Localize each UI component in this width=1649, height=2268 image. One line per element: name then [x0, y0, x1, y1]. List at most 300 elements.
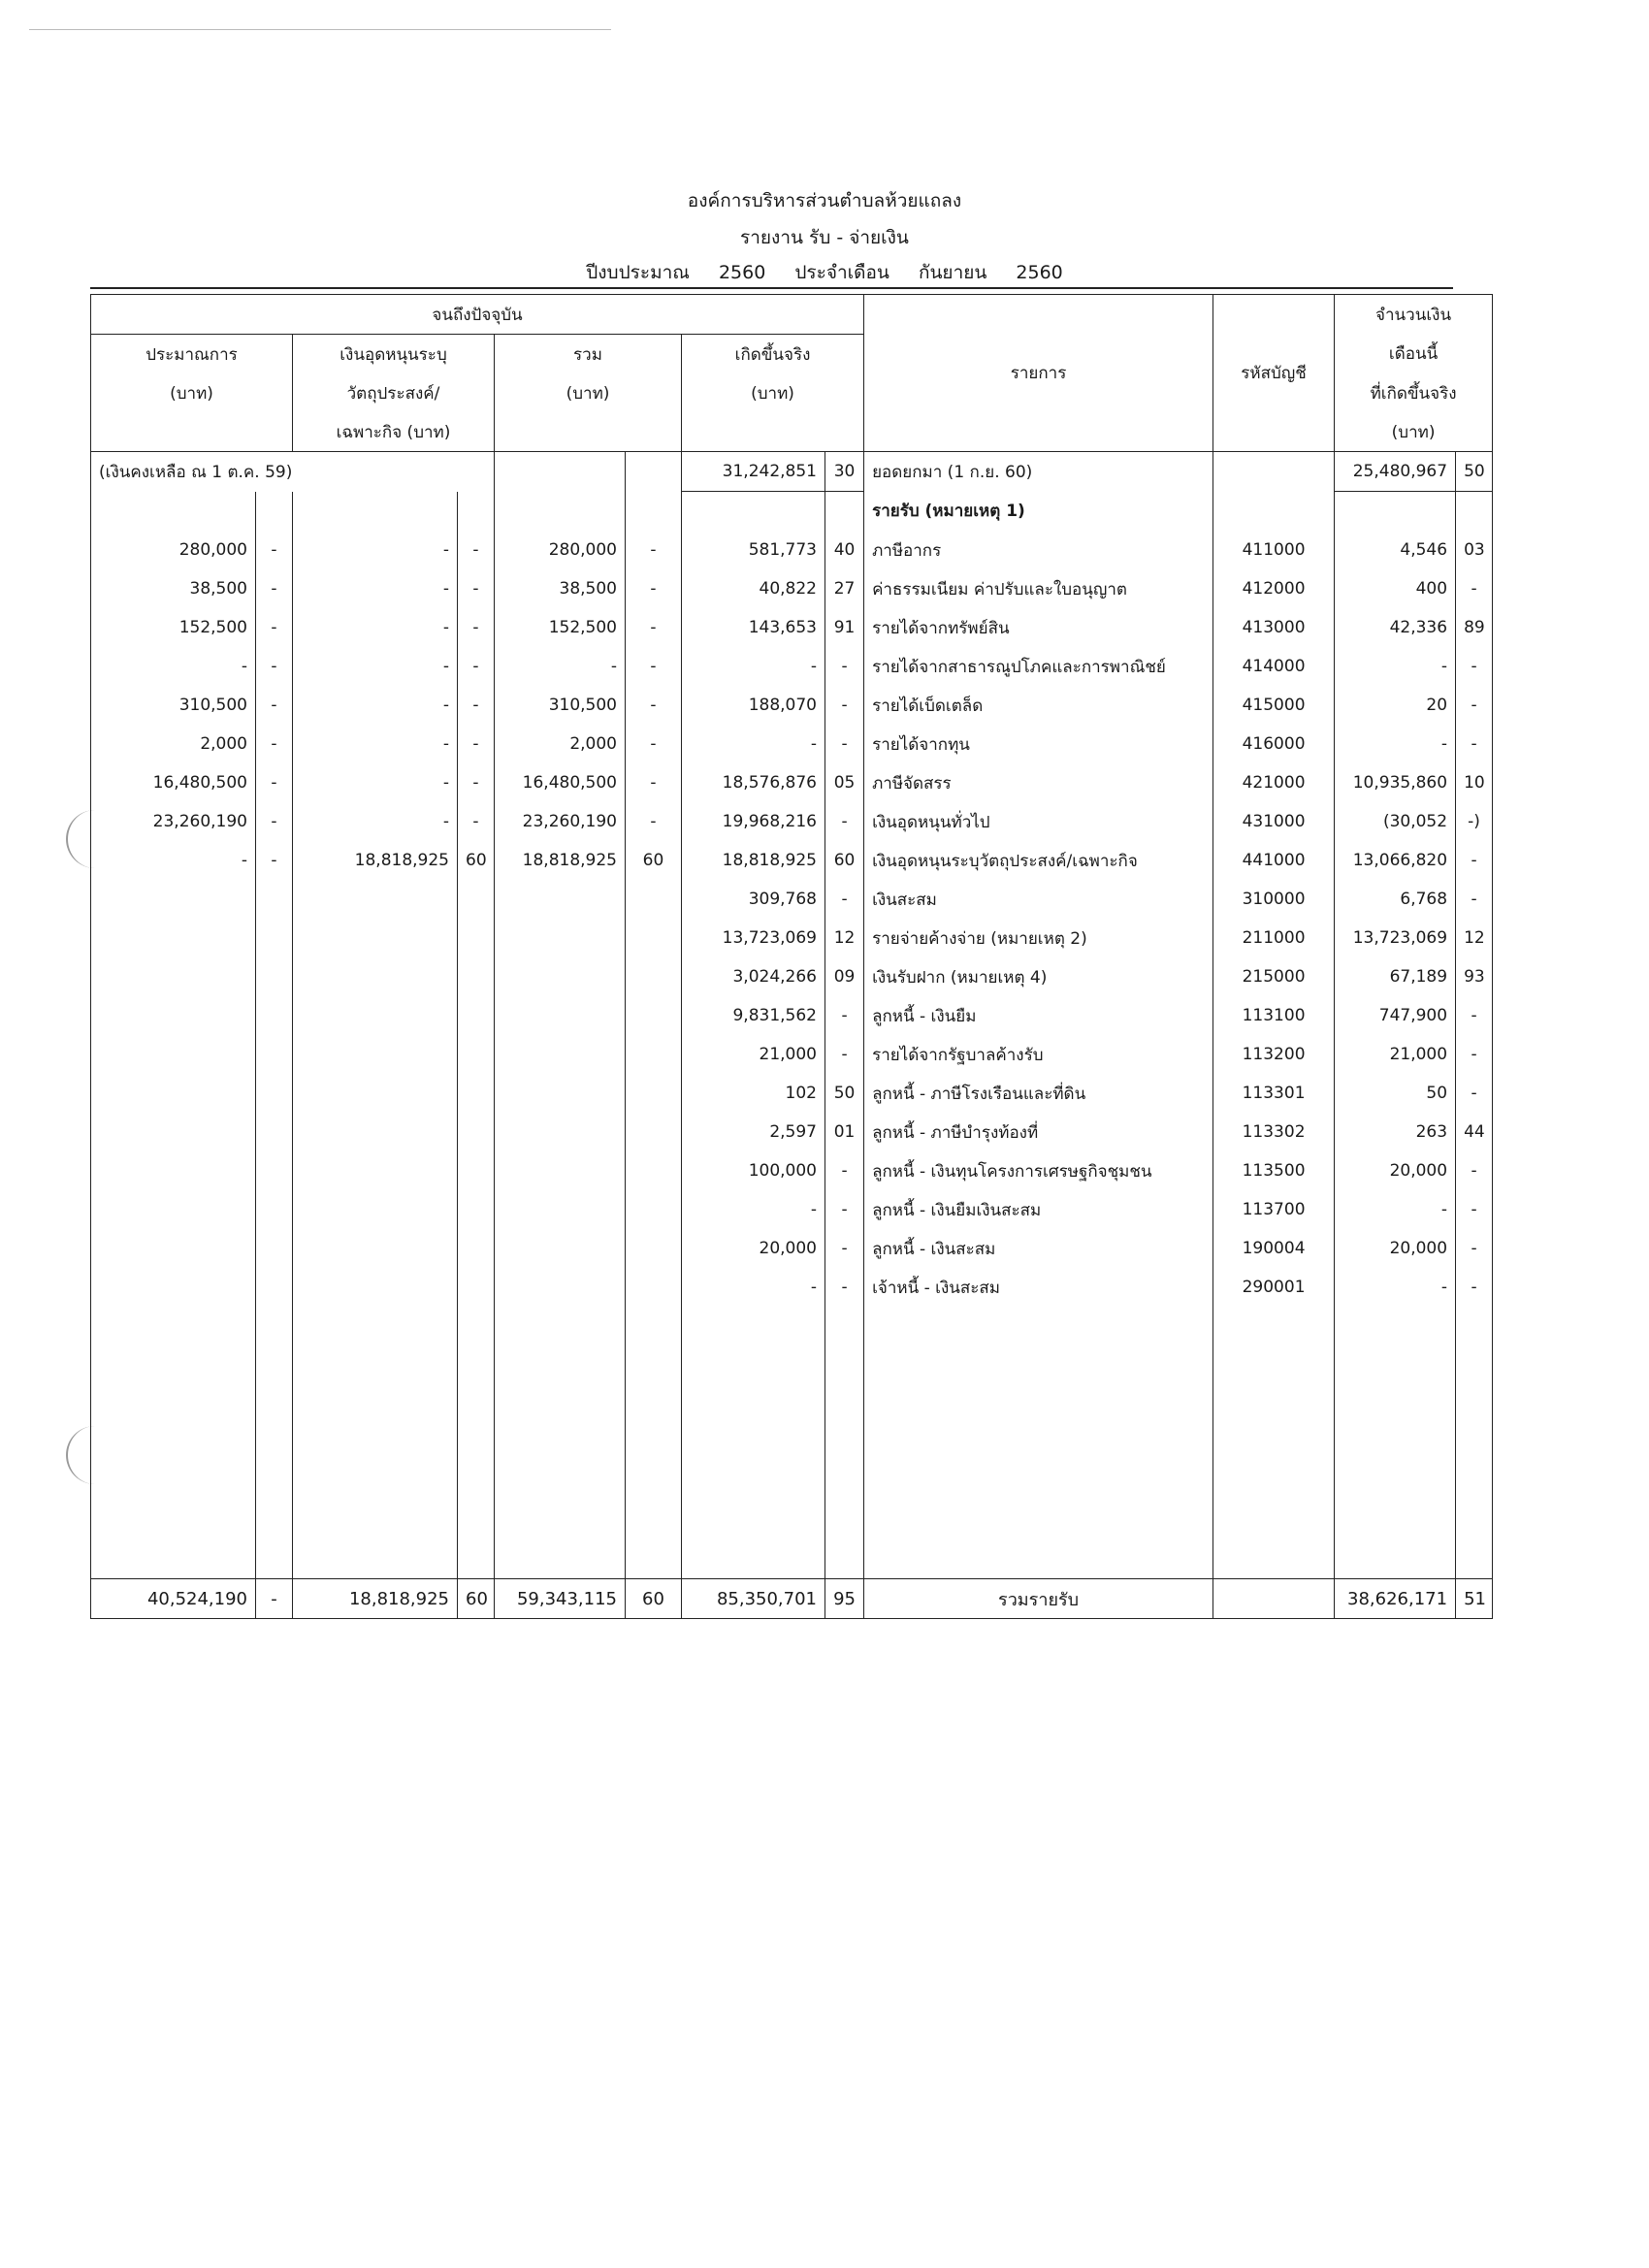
row-total: 16,480,500	[495, 763, 626, 802]
total-month: 38,626,171	[1335, 1579, 1456, 1619]
row-account-code: 416000	[1213, 725, 1335, 763]
table-row	[91, 919, 1493, 957]
row-account-code: 215000	[1213, 957, 1335, 996]
report-title: รายงาน รับ - จ่ายเงิน	[740, 227, 909, 248]
row-month-amount: -	[1440, 1200, 1448, 1219]
row-month-amount: 747,900	[1378, 1006, 1448, 1025]
row-actual: -	[682, 1268, 825, 1307]
row-grant: 18,818,925	[293, 841, 458, 880]
row-actual: 3,024,266	[682, 957, 825, 996]
row-month-satang: -	[1456, 686, 1493, 725]
row-month-satang: -	[1456, 841, 1493, 880]
row-total: 310,500	[495, 686, 626, 725]
row-item: ลูกหนี้ - ภาษีบำรุงท้องที่	[864, 1113, 1213, 1151]
row-total-satang: -	[626, 608, 682, 647]
table-row	[91, 1113, 1493, 1151]
row-grant	[293, 880, 458, 919]
blank-row	[91, 1384, 1493, 1423]
row-month-amount: 20	[1426, 696, 1448, 715]
header-estimate-unit: (บาท)	[91, 373, 293, 412]
row-estimate-satang: -	[256, 686, 293, 725]
row-account-code: 421000	[1213, 763, 1335, 802]
row-month-amount: 67,189	[1389, 967, 1448, 987]
row-month-satang: -	[1456, 1035, 1493, 1074]
header-month-amount-3: ที่เกิดขึ้นจริง	[1335, 373, 1493, 412]
row-item: ลูกหนี้ - เงินสะสม	[864, 1229, 1213, 1268]
row-estimate	[91, 1113, 256, 1151]
row-estimate	[91, 1190, 256, 1229]
row-estimate: -	[91, 841, 256, 880]
row-actual: 9,831,562	[682, 996, 825, 1035]
row-grant-satang: -	[458, 608, 495, 647]
total-grant-satang: 60	[458, 1579, 495, 1619]
row-total-satang	[626, 1190, 682, 1229]
table-row	[91, 996, 1493, 1035]
row-actual: 102	[682, 1074, 825, 1113]
row-estimate: 38,500	[91, 569, 256, 608]
row-total	[495, 1035, 626, 1074]
row-total-satang	[626, 1035, 682, 1074]
row-estimate	[91, 1229, 256, 1268]
row-estimate-satang	[256, 1113, 293, 1151]
row-month-amount: 10,935,860	[1352, 773, 1448, 793]
row-total-satang: -	[626, 725, 682, 763]
blank-row	[91, 1423, 1493, 1462]
header-estimate: ประมาณการ	[91, 335, 293, 374]
blank-row	[91, 1307, 1493, 1345]
blank-row	[91, 1462, 1493, 1501]
row-grant	[293, 1113, 458, 1151]
row-estimate	[91, 957, 256, 996]
month-year: 2560	[1016, 262, 1063, 283]
row-grant-satang: -	[458, 647, 495, 686]
row-grant-satang	[458, 1190, 495, 1229]
table-row	[91, 1190, 1493, 1229]
row-month-satang: -	[1456, 996, 1493, 1035]
row-grant: -	[293, 802, 458, 841]
row-month-amount: 20,000	[1389, 1161, 1448, 1181]
row-actual-satang: 50	[825, 1074, 864, 1113]
row-grant-satang	[458, 1151, 495, 1190]
row-account-code: 413000	[1213, 608, 1335, 647]
table-row	[91, 647, 1493, 686]
row-total: 18,818,925	[495, 841, 626, 880]
header-account: รหัสบัญชี	[1213, 295, 1335, 452]
opening-month-satang: 50	[1456, 452, 1493, 492]
row-estimate-satang	[256, 1268, 293, 1307]
row-actual-satang: -	[825, 1190, 864, 1229]
row-total-satang	[626, 1151, 682, 1190]
row-estimate-satang: -	[256, 569, 293, 608]
row-account-code: 414000	[1213, 647, 1335, 686]
row-item: เงินสะสม	[864, 880, 1213, 919]
row-actual: -	[682, 1190, 825, 1229]
row-actual: 100,000	[682, 1151, 825, 1190]
row-actual-satang: -	[825, 1151, 864, 1190]
row-actual: 18,818,925	[682, 841, 825, 880]
row-item: ภาษีอากร	[864, 531, 1213, 569]
row-estimate-satang	[256, 957, 293, 996]
row-item: รายได้จากทุน	[864, 725, 1213, 763]
row-month-amount: 13,723,069	[1352, 928, 1448, 948]
row-account-code: 190004	[1213, 1229, 1335, 1268]
total-month-satang: 51	[1456, 1579, 1493, 1619]
table-row	[91, 841, 1493, 880]
row-total: 280,000	[495, 531, 626, 569]
table-row	[91, 1229, 1493, 1268]
opening-label: (เงินคงเหลือ ณ 1 ต.ค. 59)	[91, 452, 495, 492]
row-grant	[293, 919, 458, 957]
row-month-amount: (30,052	[1382, 812, 1448, 831]
row-item: รายได้เบ็ดเตล็ด	[864, 686, 1213, 725]
section-row	[91, 492, 1493, 532]
row-total-satang: 60	[626, 841, 682, 880]
row-estimate-satang: -	[256, 841, 293, 880]
org-title: องค์การบริหารส่วนตำบลห้วยแถลง	[687, 190, 962, 211]
row-estimate-satang: -	[256, 802, 293, 841]
row-item: ลูกหนี้ - เงินทุนโครงการเศรษฐกิจชุมชน	[864, 1151, 1213, 1190]
row-actual: -	[682, 725, 825, 763]
row-total-satang	[626, 1074, 682, 1113]
row-month-satang: -	[1456, 1190, 1493, 1229]
row-total-satang	[626, 996, 682, 1035]
table-row	[91, 802, 1493, 841]
table-row	[91, 957, 1493, 996]
row-grant-satang	[458, 1229, 495, 1268]
row-estimate: 152,500	[91, 608, 256, 647]
row-account-code: 415000	[1213, 686, 1335, 725]
row-total	[495, 957, 626, 996]
table-row	[91, 686, 1493, 725]
opening-balance-row	[91, 452, 1493, 492]
header-total: รวม	[495, 335, 682, 374]
row-month-amount: 4,546	[1400, 540, 1448, 560]
row-item: ค่าธรรมเนียม ค่าปรับและใบอนุญาต	[864, 569, 1213, 608]
row-grant-satang: -	[458, 763, 495, 802]
row-actual-satang: 27	[825, 569, 864, 608]
row-month-satang: -	[1456, 1074, 1493, 1113]
table-row	[91, 1268, 1493, 1307]
table-row	[91, 1151, 1493, 1190]
receipts-table	[90, 294, 1493, 1619]
row-month-amount: -	[1440, 1278, 1448, 1297]
row-estimate: 310,500	[91, 686, 256, 725]
total-sum-satang: 60	[626, 1579, 682, 1619]
row-total: 23,260,190	[495, 802, 626, 841]
row-actual: 20,000	[682, 1229, 825, 1268]
header-cumulative: จนถึงปัจจุบัน	[91, 295, 864, 335]
row-actual: 19,968,216	[682, 802, 825, 841]
row-total-satang: -	[626, 686, 682, 725]
row-estimate-satang: -	[256, 647, 293, 686]
table-row	[91, 569, 1493, 608]
row-total	[495, 1229, 626, 1268]
row-month-amount: 42,336	[1389, 618, 1448, 637]
opening-actual: 31,242,851	[682, 452, 825, 492]
row-item: รายได้จากสาธารณูปโภคและการพาณิชย์	[864, 647, 1213, 686]
scan-artifact-line	[29, 29, 611, 30]
row-estimate: 16,480,500	[91, 763, 256, 802]
row-actual-satang: 40	[825, 531, 864, 569]
row-account-code: 211000	[1213, 919, 1335, 957]
header-total-unit: (บาท)	[495, 373, 682, 412]
row-actual-satang: -	[825, 880, 864, 919]
row-month-amount: 263	[1415, 1122, 1448, 1142]
row-actual-satang: 60	[825, 841, 864, 880]
row-actual: 581,773	[682, 531, 825, 569]
row-account-code: 113301	[1213, 1074, 1335, 1113]
table-row	[91, 763, 1493, 802]
row-account-code: 113200	[1213, 1035, 1335, 1074]
total-sum: 59,343,115	[495, 1579, 626, 1619]
row-grant	[293, 996, 458, 1035]
row-grant-satang: -	[458, 686, 495, 725]
opening-actual-satang: 30	[825, 452, 864, 492]
row-estimate: 2,000	[91, 725, 256, 763]
totals-row	[91, 1579, 1493, 1619]
row-month-satang: -	[1456, 1229, 1493, 1268]
section-title: รายรับ (หมายเหตุ 1)	[864, 492, 1213, 532]
row-item: เงินรับฝาก (หมายเหตุ 4)	[864, 957, 1213, 996]
row-account-code: 411000	[1213, 531, 1335, 569]
row-estimate-satang: -	[256, 608, 293, 647]
row-actual-satang: -	[825, 1229, 864, 1268]
row-grant	[293, 1035, 458, 1074]
row-estimate	[91, 880, 256, 919]
row-actual-satang: -	[825, 996, 864, 1035]
top-rule	[90, 287, 1453, 289]
row-grant	[293, 1190, 458, 1229]
row-estimate-satang	[256, 1151, 293, 1190]
row-total	[495, 1268, 626, 1307]
row-item: ลูกหนี้ - เงินยืมเงินสะสม	[864, 1190, 1213, 1229]
row-estimate: -	[91, 647, 256, 686]
row-actual-satang: 09	[825, 957, 864, 996]
row-grant-satang	[458, 957, 495, 996]
row-month-satang: -)	[1456, 802, 1493, 841]
row-item: รายจ่ายค้างจ่าย (หมายเหตุ 2)	[864, 919, 1213, 957]
row-month-amount: -	[1440, 657, 1448, 676]
row-total-satang	[626, 1229, 682, 1268]
row-total	[495, 1190, 626, 1229]
row-total-satang	[626, 1268, 682, 1307]
table-row	[91, 880, 1493, 919]
row-total-satang	[626, 880, 682, 919]
row-estimate: 280,000	[91, 531, 256, 569]
header-month-amount-unit: (บาท)	[1335, 412, 1493, 452]
row-grant	[293, 1151, 458, 1190]
row-total-satang: -	[626, 531, 682, 569]
row-item: รายได้จากทรัพย์สิน	[864, 608, 1213, 647]
row-total: 152,500	[495, 608, 626, 647]
row-actual-satang: -	[825, 725, 864, 763]
opening-item: ยอดยกมา (1 ก.ย. 60)	[864, 452, 1213, 492]
row-month-amount: -	[1440, 734, 1448, 754]
row-grant-satang: -	[458, 531, 495, 569]
row-month-satang: -	[1456, 725, 1493, 763]
row-actual: 309,768	[682, 880, 825, 919]
row-month-satang: -	[1456, 880, 1493, 919]
row-estimate	[91, 919, 256, 957]
row-grant-satang: 60	[458, 841, 495, 880]
row-month-amount: 6,768	[1400, 890, 1448, 909]
row-item: รายได้จากรัฐบาลค้างรับ	[864, 1035, 1213, 1074]
row-estimate-satang: -	[256, 531, 293, 569]
row-actual: 21,000	[682, 1035, 825, 1074]
row-account-code: 113500	[1213, 1151, 1335, 1190]
row-actual: 2,597	[682, 1113, 825, 1151]
row-month-amount: 13,066,820	[1352, 851, 1448, 870]
row-actual-satang: -	[825, 802, 864, 841]
row-month-amount: 21,000	[1389, 1045, 1448, 1064]
row-grant: -	[293, 569, 458, 608]
row-estimate-satang: -	[256, 725, 293, 763]
row-item: ลูกหนี้ - เงินยืม	[864, 996, 1213, 1035]
row-grant	[293, 1268, 458, 1307]
row-total: -	[495, 647, 626, 686]
row-total-satang	[626, 957, 682, 996]
row-actual-satang: -	[825, 647, 864, 686]
row-estimate-satang	[256, 1190, 293, 1229]
row-estimate	[91, 1151, 256, 1190]
row-estimate: 23,260,190	[91, 802, 256, 841]
table-row	[91, 531, 1493, 569]
row-account-code: 431000	[1213, 802, 1335, 841]
blank-row	[91, 1501, 1493, 1539]
row-grant: -	[293, 608, 458, 647]
row-grant-satang	[458, 1074, 495, 1113]
fiscal-year: 2560	[718, 262, 766, 283]
row-grant	[293, 1229, 458, 1268]
header-items: รายการ	[864, 295, 1213, 452]
row-grant-satang	[458, 919, 495, 957]
fiscal-label: ปีงบประมาณ	[586, 262, 690, 283]
row-item: เจ้าหนี้ - เงินสะสม	[864, 1268, 1213, 1307]
month-label: ประจำเดือน	[794, 262, 889, 283]
row-month-satang: 03	[1456, 531, 1493, 569]
row-actual-satang: 12	[825, 919, 864, 957]
row-estimate	[91, 1035, 256, 1074]
report-period	[0, 258, 1649, 287]
row-month-satang: 89	[1456, 608, 1493, 647]
row-estimate	[91, 1268, 256, 1307]
row-total	[495, 880, 626, 919]
row-actual: 143,653	[682, 608, 825, 647]
total-actual: 85,350,701	[682, 1579, 825, 1619]
row-account-code: 412000	[1213, 569, 1335, 608]
row-actual-satang: 01	[825, 1113, 864, 1151]
row-grant: -	[293, 647, 458, 686]
row-total: 2,000	[495, 725, 626, 763]
row-month-satang: -	[1456, 569, 1493, 608]
row-grant: -	[293, 686, 458, 725]
row-grant-satang: -	[458, 569, 495, 608]
row-total-satang	[626, 919, 682, 957]
row-total	[495, 1151, 626, 1190]
row-item: ลูกหนี้ - ภาษีโรงเรือนและที่ดิน	[864, 1074, 1213, 1113]
row-grant-satang: -	[458, 725, 495, 763]
row-month-satang: 12	[1456, 919, 1493, 957]
row-grant	[293, 1074, 458, 1113]
header-grant-2: วัตถุประสงค์/	[293, 373, 495, 412]
row-month-satang: 93	[1456, 957, 1493, 996]
table-row	[91, 1074, 1493, 1113]
table-row	[91, 608, 1493, 647]
row-month-amount: 400	[1415, 579, 1448, 599]
header-grant-3: เฉพาะกิจ (บาท)	[293, 412, 495, 452]
row-account-code: 290001	[1213, 1268, 1335, 1307]
row-month-satang: -	[1456, 647, 1493, 686]
row-month-amount: 20,000	[1389, 1239, 1448, 1258]
row-grant: -	[293, 763, 458, 802]
row-estimate-satang	[256, 1074, 293, 1113]
row-grant-satang	[458, 1268, 495, 1307]
row-actual: -	[682, 647, 825, 686]
row-grant-satang	[458, 880, 495, 919]
row-total-satang: -	[626, 802, 682, 841]
row-total: 38,500	[495, 569, 626, 608]
row-month-amount: 50	[1426, 1084, 1448, 1103]
row-month-satang: -	[1456, 1151, 1493, 1190]
row-month-satang: 10	[1456, 763, 1493, 802]
row-total-satang: -	[626, 763, 682, 802]
row-grant	[293, 957, 458, 996]
row-total	[495, 1074, 626, 1113]
row-estimate	[91, 996, 256, 1035]
table-row	[91, 1035, 1493, 1074]
row-item: เงินอุดหนุนทั่วไป	[864, 802, 1213, 841]
row-grant: -	[293, 531, 458, 569]
row-grant: -	[293, 725, 458, 763]
row-total-satang	[626, 1113, 682, 1151]
row-month-satang: -	[1456, 1268, 1493, 1307]
row-actual: 188,070	[682, 686, 825, 725]
row-account-code: 113302	[1213, 1113, 1335, 1151]
opening-month: 25,480,967	[1335, 452, 1456, 492]
row-estimate-satang	[256, 880, 293, 919]
row-estimate-satang	[256, 996, 293, 1035]
row-actual: 40,822	[682, 569, 825, 608]
blank-row	[91, 1345, 1493, 1384]
month-name: กันยายน	[918, 262, 987, 283]
row-estimate-satang	[256, 1035, 293, 1074]
total-label: รวมรายรับ	[864, 1579, 1213, 1619]
row-estimate-satang: -	[256, 763, 293, 802]
row-grant-satang	[458, 1113, 495, 1151]
header-actual: เกิดขึ้นจริง	[682, 335, 864, 374]
header-month-amount-2: เดือนนี้	[1335, 335, 1493, 374]
row-actual-satang: -	[825, 686, 864, 725]
total-estimate-satang: -	[256, 1579, 293, 1619]
row-account-code: 113100	[1213, 996, 1335, 1035]
header-grant-1: เงินอุดหนุนระบุ	[293, 335, 495, 374]
row-actual-satang: -	[825, 1035, 864, 1074]
row-actual: 13,723,069	[682, 919, 825, 957]
row-item: ภาษีจัดสรร	[864, 763, 1213, 802]
row-month-satang: 44	[1456, 1113, 1493, 1151]
row-account-code: 441000	[1213, 841, 1335, 880]
row-actual-satang: 05	[825, 763, 864, 802]
row-total-satang: -	[626, 647, 682, 686]
row-grant-satang	[458, 996, 495, 1035]
total-actual-satang: 95	[825, 1579, 864, 1619]
row-estimate	[91, 1074, 256, 1113]
row-total	[495, 996, 626, 1035]
table-row	[91, 725, 1493, 763]
total-estimate: 40,524,190	[91, 1579, 256, 1619]
row-actual-satang: -	[825, 1268, 864, 1307]
row-total	[495, 919, 626, 957]
